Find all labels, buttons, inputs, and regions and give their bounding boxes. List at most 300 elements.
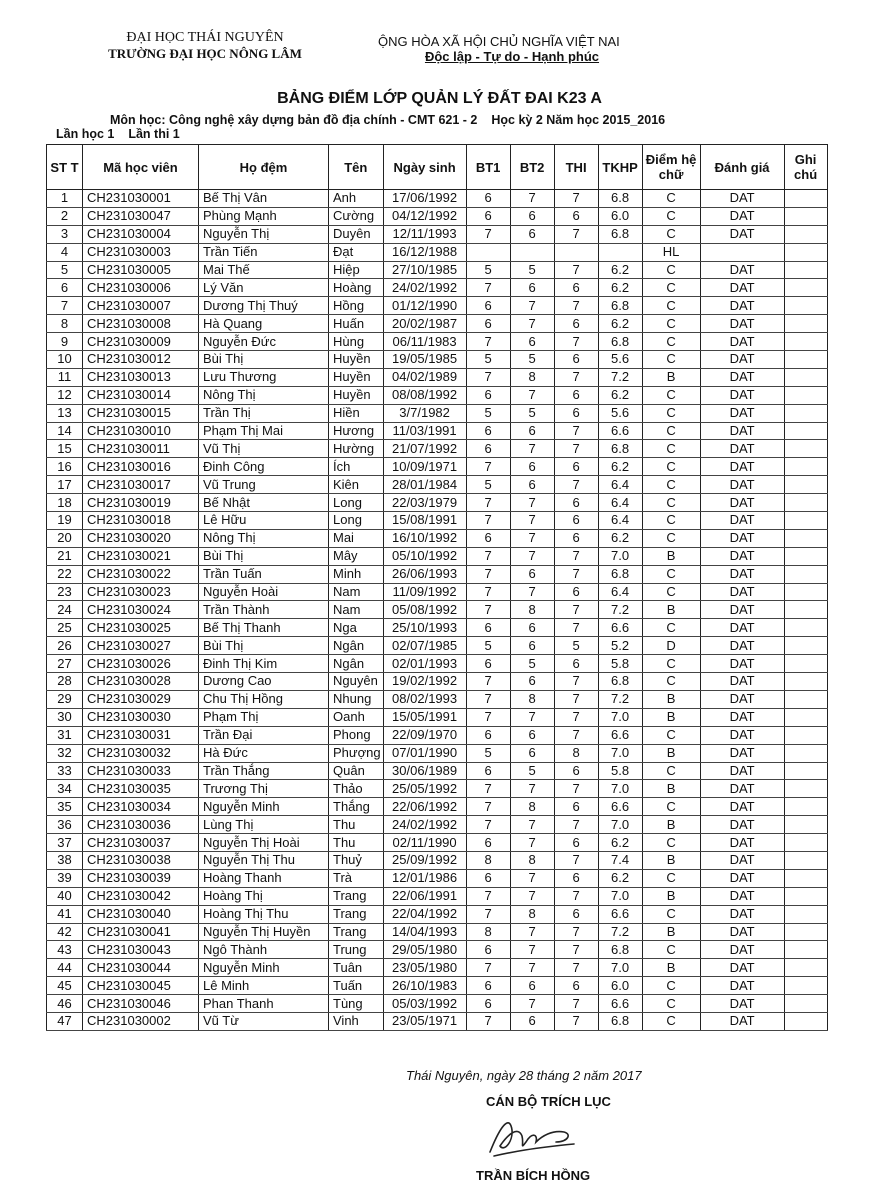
table-cell: 46 — [47, 995, 83, 1013]
table-cell: 12/11/1993 — [383, 225, 466, 243]
table-cell: Hoàng Thị Thu — [199, 905, 329, 923]
table-cell: 7 — [510, 583, 554, 601]
table-cell: Đinh Công — [199, 458, 329, 476]
table-cell: Long — [329, 494, 384, 512]
table-row — [47, 297, 828, 315]
table-cell: 01/12/1990 — [383, 297, 466, 315]
table-cell: 7 — [554, 690, 598, 708]
table-cell: 7 — [554, 619, 598, 637]
table-cell: DAT — [700, 422, 784, 440]
table-cell: 6.6 — [598, 995, 642, 1013]
table-cell: 7 — [554, 565, 598, 583]
table-cell: CH231030047 — [83, 207, 199, 225]
column-header: Mã học viên — [83, 145, 199, 190]
table-cell — [784, 977, 827, 995]
table-cell: DAT — [700, 279, 784, 297]
table-cell: Hà Quang — [199, 315, 329, 333]
table-cell: 17 — [47, 476, 83, 494]
table-row — [47, 655, 828, 673]
table-cell: 7 — [510, 512, 554, 530]
document-title: BẢNG ĐIỂM LỚP QUẢN LÝ ĐẤT ĐAI K23 A — [277, 90, 602, 107]
table-cell: 6.4 — [598, 476, 642, 494]
table-cell: Nông Thị — [199, 529, 329, 547]
table-cell: Hoàng Thị — [199, 887, 329, 905]
table-cell: CH231030028 — [83, 673, 199, 691]
table-cell — [598, 243, 642, 261]
table-cell: 6 — [510, 637, 554, 655]
column-header: ST T — [47, 145, 83, 190]
table-cell — [554, 243, 598, 261]
table-cell: CH231030034 — [83, 798, 199, 816]
table-cell: 7 — [466, 708, 510, 726]
table-cell: 6 — [554, 798, 598, 816]
table-cell: 8 — [47, 315, 83, 333]
table-cell — [784, 959, 827, 977]
table-cell: CH231030026 — [83, 655, 199, 673]
table-cell: DAT — [700, 494, 784, 512]
table-cell: Huyền — [329, 386, 384, 404]
table-cell: 8 — [510, 798, 554, 816]
table-cell: Phạm Thị Mai — [199, 422, 329, 440]
table-cell: 7 — [510, 440, 554, 458]
table-cell: 6 — [510, 619, 554, 637]
table-cell: DAT — [700, 834, 784, 852]
table-cell: DAT — [700, 512, 784, 530]
table-cell: Đinh Thị Kim — [199, 655, 329, 673]
table-cell: 6.8 — [598, 1012, 642, 1030]
table-cell: CH231030005 — [83, 261, 199, 279]
table-cell: DAT — [700, 995, 784, 1013]
table-cell: Ngân — [329, 637, 384, 655]
table-cell: 16/12/1988 — [383, 243, 466, 261]
table-cell: 42 — [47, 923, 83, 941]
table-cell: C — [642, 977, 700, 995]
table-row — [47, 386, 828, 404]
table-cell: CH231030042 — [83, 887, 199, 905]
table-cell: CH231030021 — [83, 547, 199, 565]
table-cell — [784, 333, 827, 351]
table-cell: 12 — [47, 386, 83, 404]
table-cell: 6 — [554, 869, 598, 887]
table-cell: Trung — [329, 941, 384, 959]
column-header: TKHP — [598, 145, 642, 190]
table-cell: Mai — [329, 529, 384, 547]
table-row — [47, 404, 828, 422]
table-cell: 6 — [510, 279, 554, 297]
table-cell: CH231030044 — [83, 959, 199, 977]
table-cell: Bế Thị Thanh — [199, 619, 329, 637]
table-cell: 35 — [47, 798, 83, 816]
table-cell — [784, 690, 827, 708]
table-cell: C — [642, 941, 700, 959]
table-cell: 6.6 — [598, 726, 642, 744]
table-cell: 7 — [554, 959, 598, 977]
table-cell: 1 — [47, 190, 83, 208]
table-cell: DAT — [700, 386, 784, 404]
table-cell — [784, 744, 827, 762]
table-cell: 7 — [554, 476, 598, 494]
table-cell: 8 — [554, 744, 598, 762]
table-cell: C — [642, 995, 700, 1013]
table-row — [47, 351, 828, 369]
table-cell: Huấn — [329, 315, 384, 333]
table-cell: 6.8 — [598, 565, 642, 583]
table-cell: 5 — [47, 261, 83, 279]
table-cell: 6 — [510, 977, 554, 995]
table-cell: 27 — [47, 655, 83, 673]
table-cell: DAT — [700, 780, 784, 798]
table-cell: 5 — [510, 351, 554, 369]
term-label: Học kỳ 2 Năm học 2015_2016 — [491, 113, 666, 127]
table-cell: DAT — [700, 905, 784, 923]
table-cell: Phong — [329, 726, 384, 744]
table-cell: 7 — [466, 690, 510, 708]
table-cell: Tùng — [329, 995, 384, 1013]
table-cell: Vinh — [329, 1012, 384, 1030]
table-row — [47, 780, 828, 798]
table-cell — [784, 440, 827, 458]
table-cell: 6 — [554, 279, 598, 297]
table-cell: 6 — [510, 565, 554, 583]
table-cell — [784, 422, 827, 440]
table-cell: 6 — [466, 941, 510, 959]
table-cell: 7 — [466, 601, 510, 619]
table-cell: 6 — [466, 297, 510, 315]
table-cell: C — [642, 529, 700, 547]
table-row — [47, 565, 828, 583]
table-cell: 6.0 — [598, 977, 642, 995]
table-cell: 6 — [554, 905, 598, 923]
table-cell: 7 — [554, 941, 598, 959]
table-cell: 7 — [510, 834, 554, 852]
table-row — [47, 744, 828, 762]
table-cell: Bùi Thị — [199, 351, 329, 369]
table-cell: Trang — [329, 923, 384, 941]
table-cell: CH231030046 — [83, 995, 199, 1013]
table-row — [47, 333, 828, 351]
table-cell: DAT — [700, 941, 784, 959]
table-cell: 7 — [510, 708, 554, 726]
table-cell — [784, 190, 827, 208]
table-cell: DAT — [700, 583, 784, 601]
table-cell: 47 — [47, 1012, 83, 1030]
table-cell: 14 — [47, 422, 83, 440]
table-cell: 29/05/1980 — [383, 941, 466, 959]
table-cell: 7 — [510, 941, 554, 959]
table-cell: Bùi Thị — [199, 637, 329, 655]
table-row — [47, 1012, 828, 1030]
table-cell: 44 — [47, 959, 83, 977]
table-cell: Oanh — [329, 708, 384, 726]
table-cell — [784, 816, 827, 834]
table-cell: 7 — [466, 458, 510, 476]
table-cell: DAT — [700, 708, 784, 726]
table-cell: 7.0 — [598, 816, 642, 834]
table-cell: 11/03/1991 — [383, 422, 466, 440]
table-row — [47, 673, 828, 691]
table-cell: 22/06/1992 — [383, 798, 466, 816]
table-cell: Hồng — [329, 297, 384, 315]
table-cell — [784, 798, 827, 816]
table-cell: DAT — [700, 690, 784, 708]
table-cell: 02/11/1990 — [383, 834, 466, 852]
table-cell: 15/05/1991 — [383, 708, 466, 726]
table-cell — [700, 243, 784, 261]
table-cell: C — [642, 494, 700, 512]
table-cell: B — [642, 923, 700, 941]
table-cell: CH231030019 — [83, 494, 199, 512]
table-cell: Vũ Thị — [199, 440, 329, 458]
column-header: BT2 — [510, 145, 554, 190]
table-cell: 7 — [554, 601, 598, 619]
table-cell — [784, 923, 827, 941]
table-cell: 6 — [47, 279, 83, 297]
table-cell: 7.2 — [598, 368, 642, 386]
table-cell: 7 — [466, 512, 510, 530]
table-cell: C — [642, 386, 700, 404]
table-cell: DAT — [700, 440, 784, 458]
table-cell: 04/02/1989 — [383, 368, 466, 386]
table-cell: Bế Nhật — [199, 494, 329, 512]
table-cell — [784, 279, 827, 297]
table-cell: 7.0 — [598, 708, 642, 726]
table-cell: 7 — [466, 959, 510, 977]
table-cell: 8 — [510, 851, 554, 869]
table-cell: 5 — [466, 261, 510, 279]
table-cell: 5.8 — [598, 655, 642, 673]
table-cell — [784, 905, 827, 923]
table-cell: 30/06/1989 — [383, 762, 466, 780]
table-cell: CH231030003 — [83, 243, 199, 261]
table-cell — [784, 941, 827, 959]
table-cell: DAT — [700, 851, 784, 869]
table-row — [47, 476, 828, 494]
table-cell: CH231030009 — [83, 333, 199, 351]
table-cell: B — [642, 601, 700, 619]
table-cell: Hương — [329, 422, 384, 440]
table-cell: 6 — [554, 762, 598, 780]
table-cell: 23 — [47, 583, 83, 601]
table-cell: Hà Đức — [199, 744, 329, 762]
national-header — [378, 34, 638, 64]
table-cell — [784, 601, 827, 619]
table-cell: 6.2 — [598, 315, 642, 333]
table-cell — [784, 887, 827, 905]
table-cell: 22/03/1979 — [383, 494, 466, 512]
table-cell: 6 — [466, 977, 510, 995]
table-cell — [784, 583, 827, 601]
table-cell: Huyền — [329, 368, 384, 386]
table-cell: 6 — [466, 619, 510, 637]
table-cell: 7 — [510, 923, 554, 941]
table-cell: 43 — [47, 941, 83, 959]
table-cell — [784, 851, 827, 869]
table-cell: B — [642, 780, 700, 798]
table-cell: Minh — [329, 565, 384, 583]
table-cell: 7 — [466, 816, 510, 834]
table-cell: 18 — [47, 494, 83, 512]
table-cell: 6.8 — [598, 941, 642, 959]
table-cell: Nguyên — [329, 673, 384, 691]
table-cell: Lùng Thị — [199, 816, 329, 834]
table-cell: C — [642, 458, 700, 476]
table-row — [47, 798, 828, 816]
table-cell: DAT — [700, 601, 784, 619]
table-cell: C — [642, 261, 700, 279]
table-cell: 7 — [554, 780, 598, 798]
table-cell: Trần Đại — [199, 726, 329, 744]
table-cell: Thu — [329, 834, 384, 852]
table-cell: C — [642, 905, 700, 923]
table-cell: C — [642, 476, 700, 494]
table-cell: 6 — [510, 744, 554, 762]
table-cell: 6.6 — [598, 619, 642, 637]
table-cell: 6.8 — [598, 190, 642, 208]
table-cell: Nguyễn Hoài — [199, 583, 329, 601]
table-row — [47, 368, 828, 386]
table-cell — [784, 404, 827, 422]
table-cell: Trần Thắng — [199, 762, 329, 780]
table-row — [47, 995, 828, 1013]
table-cell: 6.2 — [598, 458, 642, 476]
table-cell: DAT — [700, 869, 784, 887]
table-row — [47, 977, 828, 995]
table-cell: 17/06/1992 — [383, 190, 466, 208]
table-cell: 33 — [47, 762, 83, 780]
table-cell: 7 — [554, 887, 598, 905]
table-cell: 12/01/1986 — [383, 869, 466, 887]
table-cell: 31 — [47, 726, 83, 744]
table-cell: B — [642, 887, 700, 905]
table-cell: 6 — [466, 995, 510, 1013]
table-cell: 5 — [466, 637, 510, 655]
table-row — [47, 422, 828, 440]
national-motto: Độc lập - Tự do - Hạnh phúc — [424, 49, 600, 64]
table-cell: D — [642, 637, 700, 655]
table-cell: 6 — [466, 529, 510, 547]
table-cell: 7 — [554, 1012, 598, 1030]
table-cell: DAT — [700, 529, 784, 547]
table-cell: CH231030002 — [83, 1012, 199, 1030]
table-cell: DAT — [700, 923, 784, 941]
table-cell: 7 — [466, 333, 510, 351]
table-cell: 7.4 — [598, 851, 642, 869]
table-cell: 11 — [47, 368, 83, 386]
table-cell: CH231030037 — [83, 834, 199, 852]
table-cell: 26 — [47, 637, 83, 655]
table-cell: CH231030033 — [83, 762, 199, 780]
table-cell: C — [642, 297, 700, 315]
table-cell: 7 — [510, 780, 554, 798]
table-row — [47, 816, 828, 834]
table-cell: Quân — [329, 762, 384, 780]
table-cell: 7.0 — [598, 744, 642, 762]
table-cell: Thắng — [329, 798, 384, 816]
table-cell: 5 — [510, 655, 554, 673]
table-cell: 28 — [47, 673, 83, 691]
table-cell: 05/03/1992 — [383, 995, 466, 1013]
table-cell: C — [642, 225, 700, 243]
table-cell: 7 — [554, 673, 598, 691]
table-cell: 7.0 — [598, 887, 642, 905]
table-cell: 11/09/1992 — [383, 583, 466, 601]
table-cell: 20 — [47, 529, 83, 547]
table-cell: 34 — [47, 780, 83, 798]
table-cell: 6.6 — [598, 798, 642, 816]
table-cell: DAT — [700, 673, 784, 691]
table-cell: CH231030010 — [83, 422, 199, 440]
table-cell: 4 — [47, 243, 83, 261]
table-cell: CH231030039 — [83, 869, 199, 887]
table-cell: 22/09/1970 — [383, 726, 466, 744]
table-cell: 39 — [47, 869, 83, 887]
table-cell: Nguyễn Thị Huyền — [199, 923, 329, 941]
table-cell: 40 — [47, 887, 83, 905]
table-cell: 24/02/1992 — [383, 279, 466, 297]
table-cell: C — [642, 655, 700, 673]
table-cell: 5 — [466, 351, 510, 369]
table-cell: CH231030025 — [83, 619, 199, 637]
table-cell: 7 — [510, 494, 554, 512]
table-cell: 28/01/1984 — [383, 476, 466, 494]
table-cell: 8 — [510, 368, 554, 386]
table-cell: Hiền — [329, 404, 384, 422]
table-cell: Trần Tiến — [199, 243, 329, 261]
table-cell: 13 — [47, 404, 83, 422]
table-cell: CH231030038 — [83, 851, 199, 869]
table-cell — [466, 243, 510, 261]
table-cell: DAT — [700, 225, 784, 243]
table-cell: 8 — [510, 690, 554, 708]
table-cell: 07/01/1990 — [383, 744, 466, 762]
table-row — [47, 601, 828, 619]
table-cell: 8 — [466, 851, 510, 869]
table-cell: 6.6 — [598, 905, 642, 923]
table-cell: 24 — [47, 601, 83, 619]
table-cell — [784, 1012, 827, 1030]
table-cell: Ích — [329, 458, 384, 476]
table-cell: CH231030004 — [83, 225, 199, 243]
table-cell: 6 — [466, 386, 510, 404]
table-row — [47, 637, 828, 655]
table-cell: 8 — [510, 601, 554, 619]
table-cell: 7 — [466, 279, 510, 297]
table-cell: 6.2 — [598, 869, 642, 887]
table-cell: 7 — [554, 851, 598, 869]
table-row — [47, 887, 828, 905]
table-cell: 6 — [554, 315, 598, 333]
table-cell: Trà — [329, 869, 384, 887]
study-attempt: Lần học 1 — [56, 127, 115, 141]
table-cell: DAT — [700, 744, 784, 762]
table-cell: 7 — [466, 780, 510, 798]
table-cell: CH231030036 — [83, 816, 199, 834]
table-cell: Vũ Từ — [199, 1012, 329, 1030]
table-cell: C — [642, 404, 700, 422]
table-row — [47, 690, 828, 708]
table-cell: Vũ Trung — [199, 476, 329, 494]
table-cell: B — [642, 547, 700, 565]
table-cell: 7 — [466, 583, 510, 601]
table-cell: 08/02/1993 — [383, 690, 466, 708]
table-cell: 6 — [510, 476, 554, 494]
table-cell: C — [642, 207, 700, 225]
table-cell — [784, 995, 827, 1013]
table-cell — [784, 368, 827, 386]
table-cell — [784, 637, 827, 655]
table-cell: Lý Văn — [199, 279, 329, 297]
table-cell: 7 — [554, 422, 598, 440]
